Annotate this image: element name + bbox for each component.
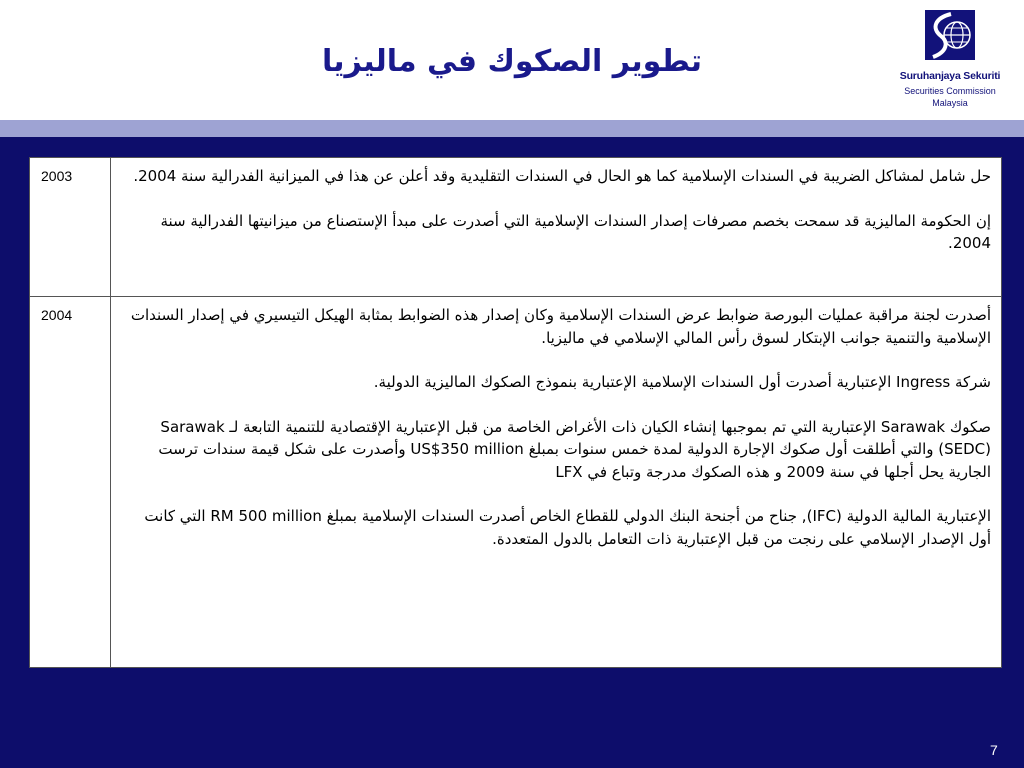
page-number: 7	[990, 742, 998, 758]
securities-commission-logo	[894, 10, 1006, 120]
paragraph: صكوك Sarawak الإعتبارية التي تم بموجبها إنشاء الكيان ذات الأغراض الخاصة من قبل الإعتبارية الإقتصادية للتنمية التابعة لـ Sarawak (SEDC) والتي أطلقت أول صكوك الإجارة الدولية لمدة خمس سنوات بمبلغ US$350 million وأصدرت على شكل قيمة سندات ترست الجارية يحل أجلها في سنة 2009 و هذه الصكوك مدرجة وتباع في LFX	[158, 417, 991, 481]
paragraph: إن الحكومة الماليزية قد سمحت بخصم مصرفات إصدار السندات الإسلامية التي أصدرت على مبدأ الإستصناع من ميزانيتها الفدرالية سنة 2004.	[160, 211, 991, 252]
description-cell	[111, 297, 1001, 667]
logo-text-english: Securities Commission	[904, 86, 996, 96]
slide-title: تطوير الصكوك في ماليزيا	[322, 44, 702, 79]
slide-body	[0, 137, 1024, 768]
table-row	[30, 158, 1001, 297]
year-cell: 2004	[30, 297, 111, 667]
sukuk-timeline-table	[29, 157, 1002, 668]
logo-emblem-icon	[925, 10, 975, 60]
logo-text-malay: Suruhanjaya Sekuriti	[899, 70, 1001, 82]
slide-header	[0, 0, 1024, 120]
logo-text-country: Malaysia	[932, 98, 968, 108]
year-cell: 2003	[30, 158, 111, 296]
table-row	[30, 297, 1001, 667]
paragraph: أصدرت لجنة مراقبة عمليات البورصة ضوابط عرض السندات الإسلامية وكان إصدار هذه الضوابط بمثابة الهيكل التيسيري في إصدار السندات الإسلامية والتنمية جوانب الإبتكار لسوق رأس المالي الإسلامي في ماليزيا.	[130, 306, 991, 347]
header-stripe	[0, 120, 1024, 137]
paragraph: الإعتبارية المالية الدولية (IFC), جناح من أجنحة البنك الدولي للقطاع الخاص أصدرت السندات الإسلامية بمبلغ RM 500 million التي كانت أول الإصدار الإسلامي على رنجت من قبل الإعتبارية ذات التعامل بالدول المتعددة.	[144, 507, 991, 548]
description-cell	[111, 158, 1001, 296]
paragraph: شركة Ingress الإعتبارية أصدرت أول السندات الإسلامية الإعتبارية بنموذج الصكوك الماليزية الدولية.	[373, 373, 991, 391]
paragraph: حل شامل لمشاكل الضريبة في السندات الإسلامية كما هو الحال في السندات التقليدية وقد أعلن عن هذا في الميزانية الفدرالية سنة 2004.	[133, 167, 991, 185]
